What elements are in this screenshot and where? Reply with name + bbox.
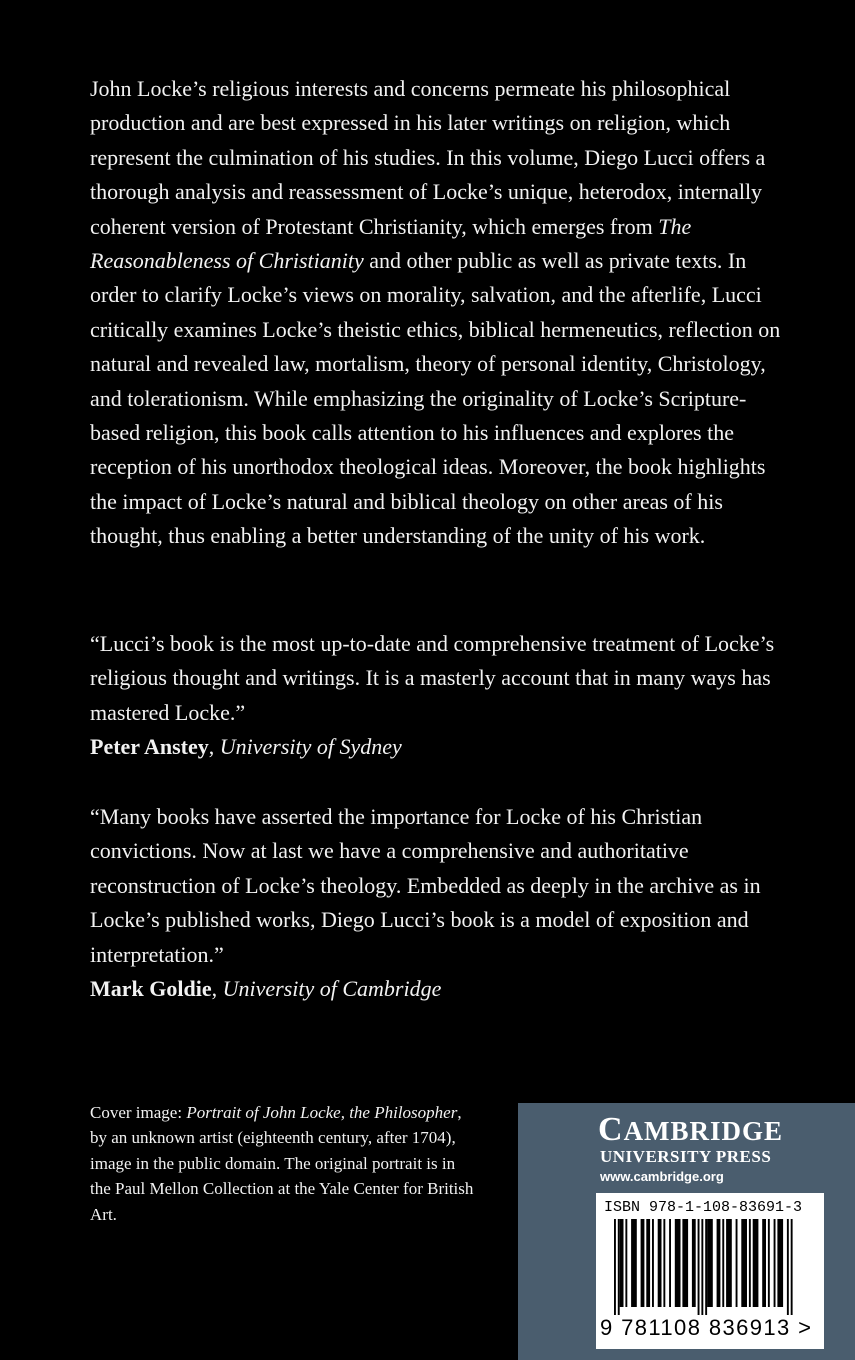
barcode-bar [749,1219,751,1307]
barcode-bar [753,1219,759,1307]
book-title-reference: The Reasonableness of Christianity [90,213,692,274]
barcode-bar [692,1219,696,1307]
barcode-bar [663,1219,665,1307]
publisher-name: CAMBRIDGE [598,1111,784,1148]
barcode-bar [641,1219,645,1307]
barcode-bar [625,1219,627,1307]
quote-author: Peter Anstey [90,734,209,760]
barcode-bar [736,1219,738,1307]
barcode-bars-icon [602,1219,818,1315]
barcode-bar [762,1219,766,1307]
barcode-bar [722,1219,724,1307]
barcode-bar [777,1219,783,1307]
barcode-bar [658,1219,662,1307]
isbn-barcode [596,1193,824,1349]
endorsement-quote [90,627,790,765]
barcode-bar [620,1219,624,1307]
barcode-bar [631,1219,637,1307]
isbn-label: ISBN 978-1-108-83691-3 [604,1199,803,1216]
barcode-bar [774,1219,776,1307]
description-text-part-2: and other public as well as private texts. In order to clarify Locke’s views on morality, salvation, and the afterlife, Lucci critically examines Locke’s theistic ethics, biblical hermeneutics, reflection on natural and revealed law, mortalism, theory of personal identity, Christology, and tolerationism. While emphasizing the originality of Locke’s Scripture-based religion, this book calls attention to his influences and explores the reception of his unorthodox theological ideas. Moreover, the book highlights the impact of Locke’s natural and biblical theology on other areas of his thought, thus enabling a better understanding of the unity of his work. [90,248,781,549]
barcode-bar [726,1219,732,1307]
quote-affiliation: University of Cambridge [222,976,442,1002]
endorsement-quote [90,800,790,1006]
quote-affiliation: University of Sydney [219,734,402,760]
book-description [90,72,790,554]
barcode-bar [787,1219,789,1315]
barcode-digits: 9 781108 836913 > [600,1315,813,1340]
quote-text: “Lucci’s book is the most up-to-date and comprehensive treatment of Locke’s religious thought and writings. It is a masterly account that in many ways has mastered Locke.” [90,631,775,725]
barcode-bar [682,1219,688,1307]
barcode-bar [707,1219,713,1307]
barcode-bar [701,1219,703,1315]
barcode-bar [614,1219,616,1315]
quote-author: Mark Goldie [90,976,212,1002]
barcode-bar [741,1219,747,1307]
quote-text: “Many books have asserted the importance for Locke of his Christian convictions. Now at last we have a comprehensive and authoritative reconstruction of Locke’s theology. Embedded as deeply in the archive as in Locke’s published works, Diego Lucci’s book is a model of exposition and interpretation.” [90,804,761,967]
barcode-bar [705,1219,707,1315]
barcode-bar [791,1219,793,1315]
description-text-part-1: John Locke’s religious interests and concerns permeate his philosophical production and are best expressed in his later writings on religion, which represent the culmination of his studies. In this volume, Diego Lucci offers a thorough analysis and reassessment of Locke’s unique, heterodox, internally coherent version of Protestant Christianity, which emerges from [90,76,766,239]
barcode-bar [646,1219,650,1307]
quote-attribution: Peter Anstey, University of Sydney [90,734,402,760]
barcode-bar [652,1219,654,1307]
barcode-bar [618,1219,620,1315]
publisher-block [518,1103,855,1360]
publisher-press: UNIVERSITY PRESS [600,1147,772,1166]
barcode-bar [669,1219,671,1307]
barcode-bar [768,1219,770,1307]
publisher-url: www.cambridge.org [600,1169,724,1184]
cover-image-credit: Cover image: Portrait of John Locke, the Philosopher, by an unknown artist (eighteenth century, after 1704), image in the public domain. The original portrait is in the Paul Mellon Collection at the Yale Center for British Art. [90,1103,474,1224]
barcode-bar [717,1219,721,1307]
barcode-bar [675,1219,681,1307]
barcode-bar [698,1219,700,1315]
portrait-title: Portrait of John Locke, the Philosopher [186,1103,458,1122]
quote-attribution: Mark Goldie, University of Cambridge [90,976,442,1002]
